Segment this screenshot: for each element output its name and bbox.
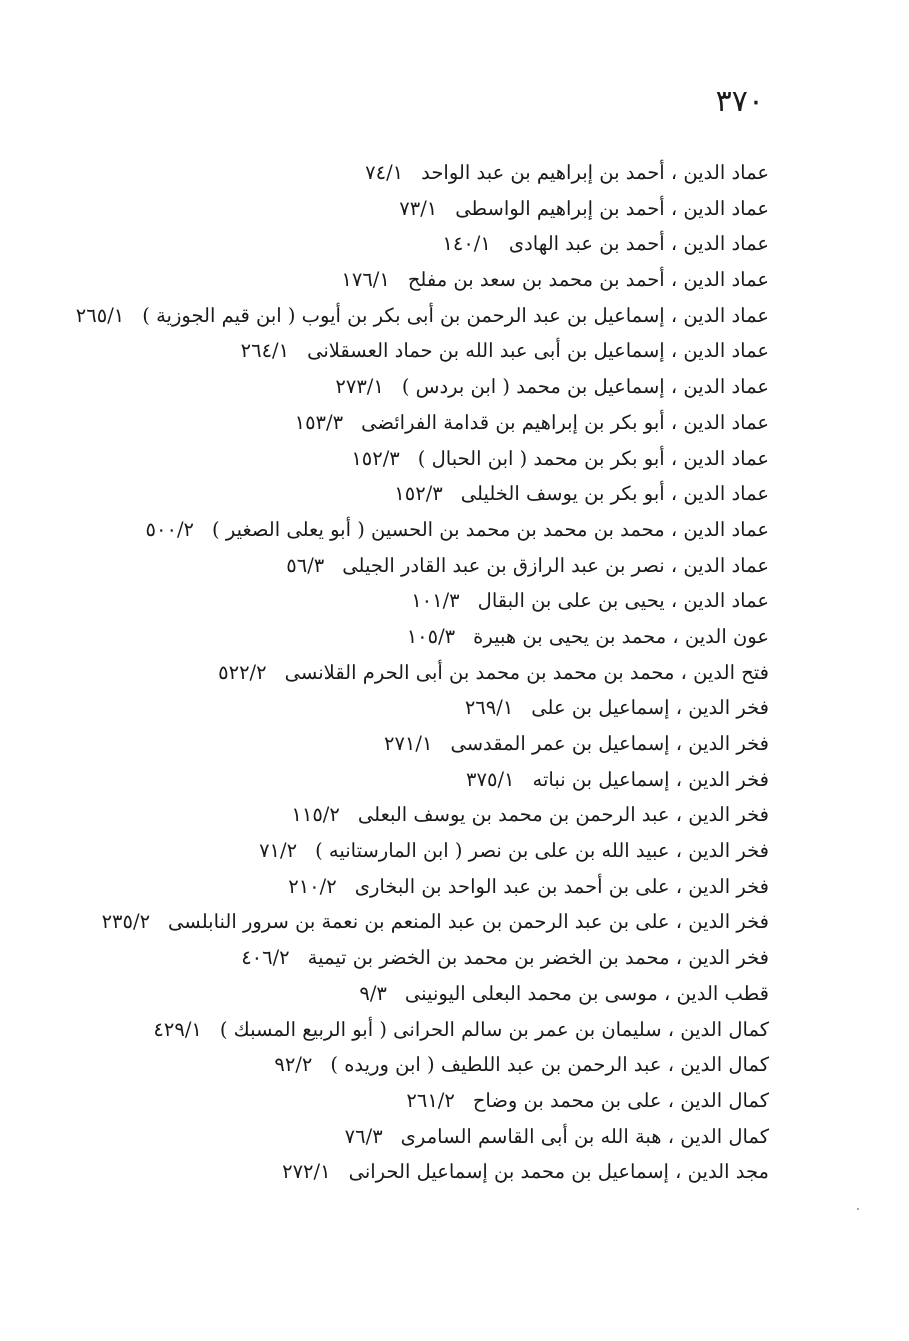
entry-text: عماد الدين ، أبو بكر بن يوسف الخليلى [460,482,769,506]
entry-reference: ٢٦٥/١ [75,303,125,327]
entry-reference: ٢٧٣/١ [335,375,384,399]
entry-reference: ٢١٠/٢ [288,874,337,898]
entry-reference: ٢٦٩/١ [464,696,514,720]
entry-text: عون الدين ، محمد بن يحيى بن هبيرة [473,624,769,648]
index-entry [9,869,769,905]
index-entry [9,155,769,191]
entry-text: فخر الدين ، إسماعيل بن نباته [532,767,769,791]
entry-text: عماد الدين ، أحمد بن محمد بن سعد بن مفلح [407,268,769,292]
index-entry [9,619,769,655]
index-entry [9,405,769,441]
index-entry [9,583,769,619]
entry-text: عماد الدين ، أبو بكر بن محمد ( ابن الحبال ) [417,446,769,470]
entry-reference: ٥٢٢/٢ [218,660,267,684]
entry-text: عماد الدين ، أحمد بن إبراهيم بن عبد الواحد [421,161,769,184]
index-entry [9,191,769,227]
entry-text: فخر الدين ، إسماعيل بن على [531,696,769,720]
index-entry [9,904,769,940]
index-entry [9,726,769,762]
index-entry [9,226,769,262]
entry-reference: ٤٠٦/٢ [241,946,290,970]
index-entry [9,976,769,1012]
index-entry [9,940,769,976]
entry-text: كمال الدين ، هبة الله بن أبى القاسم السامرى [400,1124,769,1148]
entry-text: عماد الدين ، إسماعيل بن محمد ( ابن بردس ) [401,375,769,399]
index-entry [9,441,769,477]
entry-reference: ٤٢٩/١ [153,1017,202,1041]
scan-speck [857,1208,859,1210]
entry-reference: ٧٦/٣ [344,1124,383,1148]
entry-reference: ٢٧٢/١ [282,1160,331,1184]
index-entry [9,369,769,405]
index-entry [9,1083,769,1119]
entry-reference: ١٥٢/٣ [351,446,400,470]
entry-reference: ٢٧١/١ [383,732,433,755]
entry-reference: ١٥٣/٣ [294,410,344,434]
entry-reference: ٢٣٥/٢ [101,910,151,934]
entry-text: فخر الدين ، على بن أحمد بن عبد الواحد بن البخارى [354,874,769,898]
entry-reference: ٧٤/١ [365,161,404,184]
entry-text: فخر الدين ، على بن عبد الرحمن بن عبد المنعم بن نعمة بن سرور النابلسى [168,910,769,934]
index-entry [9,476,769,512]
entry-text: كمال الدين ، على بن محمد بن وضاح [472,1088,769,1112]
entry-reference: ١٠١/٣ [411,589,460,613]
entry-text: عماد الدين ، نصر بن عبد الرازق بن عبد القادر الجيلى [342,553,769,577]
entry-text: كمال الدين ، سليمان بن عمر بن سالم الحرانى ( أبو الربيع المسبك ) [219,1017,769,1041]
index-entry [9,655,769,691]
index-entry [9,1119,769,1155]
index-entry [9,548,769,584]
entry-reference: ١٧٦/١ [341,268,390,292]
entry-reference: ١٠٥/٣ [406,624,456,648]
entry-reference: ٢٦١/٢ [406,1088,455,1112]
index-entry [9,833,769,869]
entry-text: عماد الدين ، إسماعيل بن أبى عبد الله بن حماد العسقلانى [307,339,769,363]
entry-reference: ٢٦٤/١ [240,339,290,363]
entry-text: عماد الدين ، يحيى بن على بن البقال [477,589,769,613]
entry-text: مجد الدين ، إسماعيل بن محمد بن إسماعيل الحرانى [348,1160,769,1184]
entry-text: فخر الدين ، عبد الرحمن بن محمد بن يوسف البعلى [357,803,769,827]
entry-reference: ٥٠٠/٢ [145,517,195,541]
entry-reference: ٩/٣ [359,981,387,1005]
entry-reference: ٩٢/٢ [274,1053,313,1077]
entry-reference: ١٤٠/١ [442,232,491,256]
index-entry [9,262,769,298]
entry-reference: ٥٦/٣ [286,553,325,577]
entry-text: كمال الدين ، عبد الرحمن بن عبد اللطيف ( ابن وريده ) [330,1053,769,1077]
entry-reference: ٧٣/١ [399,196,438,220]
entry-text: فخر الدين ، إسماعيل بن عمر المقدسى [450,732,769,755]
index-entry [9,512,769,548]
index-entry [9,1154,769,1190]
entry-reference: ٣٧٥/١ [466,767,515,791]
entry-text: فخر الدين ، محمد بن الخضر بن محمد بن الخضر بن تيمية [307,946,769,970]
index-entry [9,1012,769,1048]
entry-text: عماد الدين ، أحمد بن عبد الهادى [508,232,769,256]
index-entry [9,762,769,798]
entry-reference: ١١٥/٢ [291,803,340,827]
entry-text: قطب الدين ، موسى بن محمد البعلى اليونينى [404,981,769,1005]
entry-text: عماد الدين ، أحمد بن إبراهيم الواسطى [455,196,769,220]
entry-text: عماد الدين ، أبو بكر بن إبراهيم بن قدامة الفرائضى [361,410,769,434]
entry-reference: ٧١/٢ [259,839,298,863]
page-number: ٣٧٠ [715,84,764,119]
index-entry [9,797,769,833]
index-entry [9,333,769,369]
entry-text: فخر الدين ، عبيد الله بن على بن نصر ( ابن المارستانيه ) [315,839,769,863]
entry-text: عماد الدين ، محمد بن محمد بن محمد بن الحسين ( أبو يعلى الصغير ) [212,517,769,541]
index-list [9,155,769,1190]
entry-reference: ١٥٢/٣ [394,482,443,506]
index-entry [9,690,769,726]
entry-text: عماد الدين ، إسماعيل بن عبد الرحمن بن أبى بكر بن أيوب ( ابن قيم الجوزية ) [142,303,769,327]
index-entry [9,1047,769,1083]
entry-text: فتح الدين ، محمد بن محمد بن محمد بن أبى الحرم القلانسى [284,660,769,684]
index-entry [9,298,769,334]
